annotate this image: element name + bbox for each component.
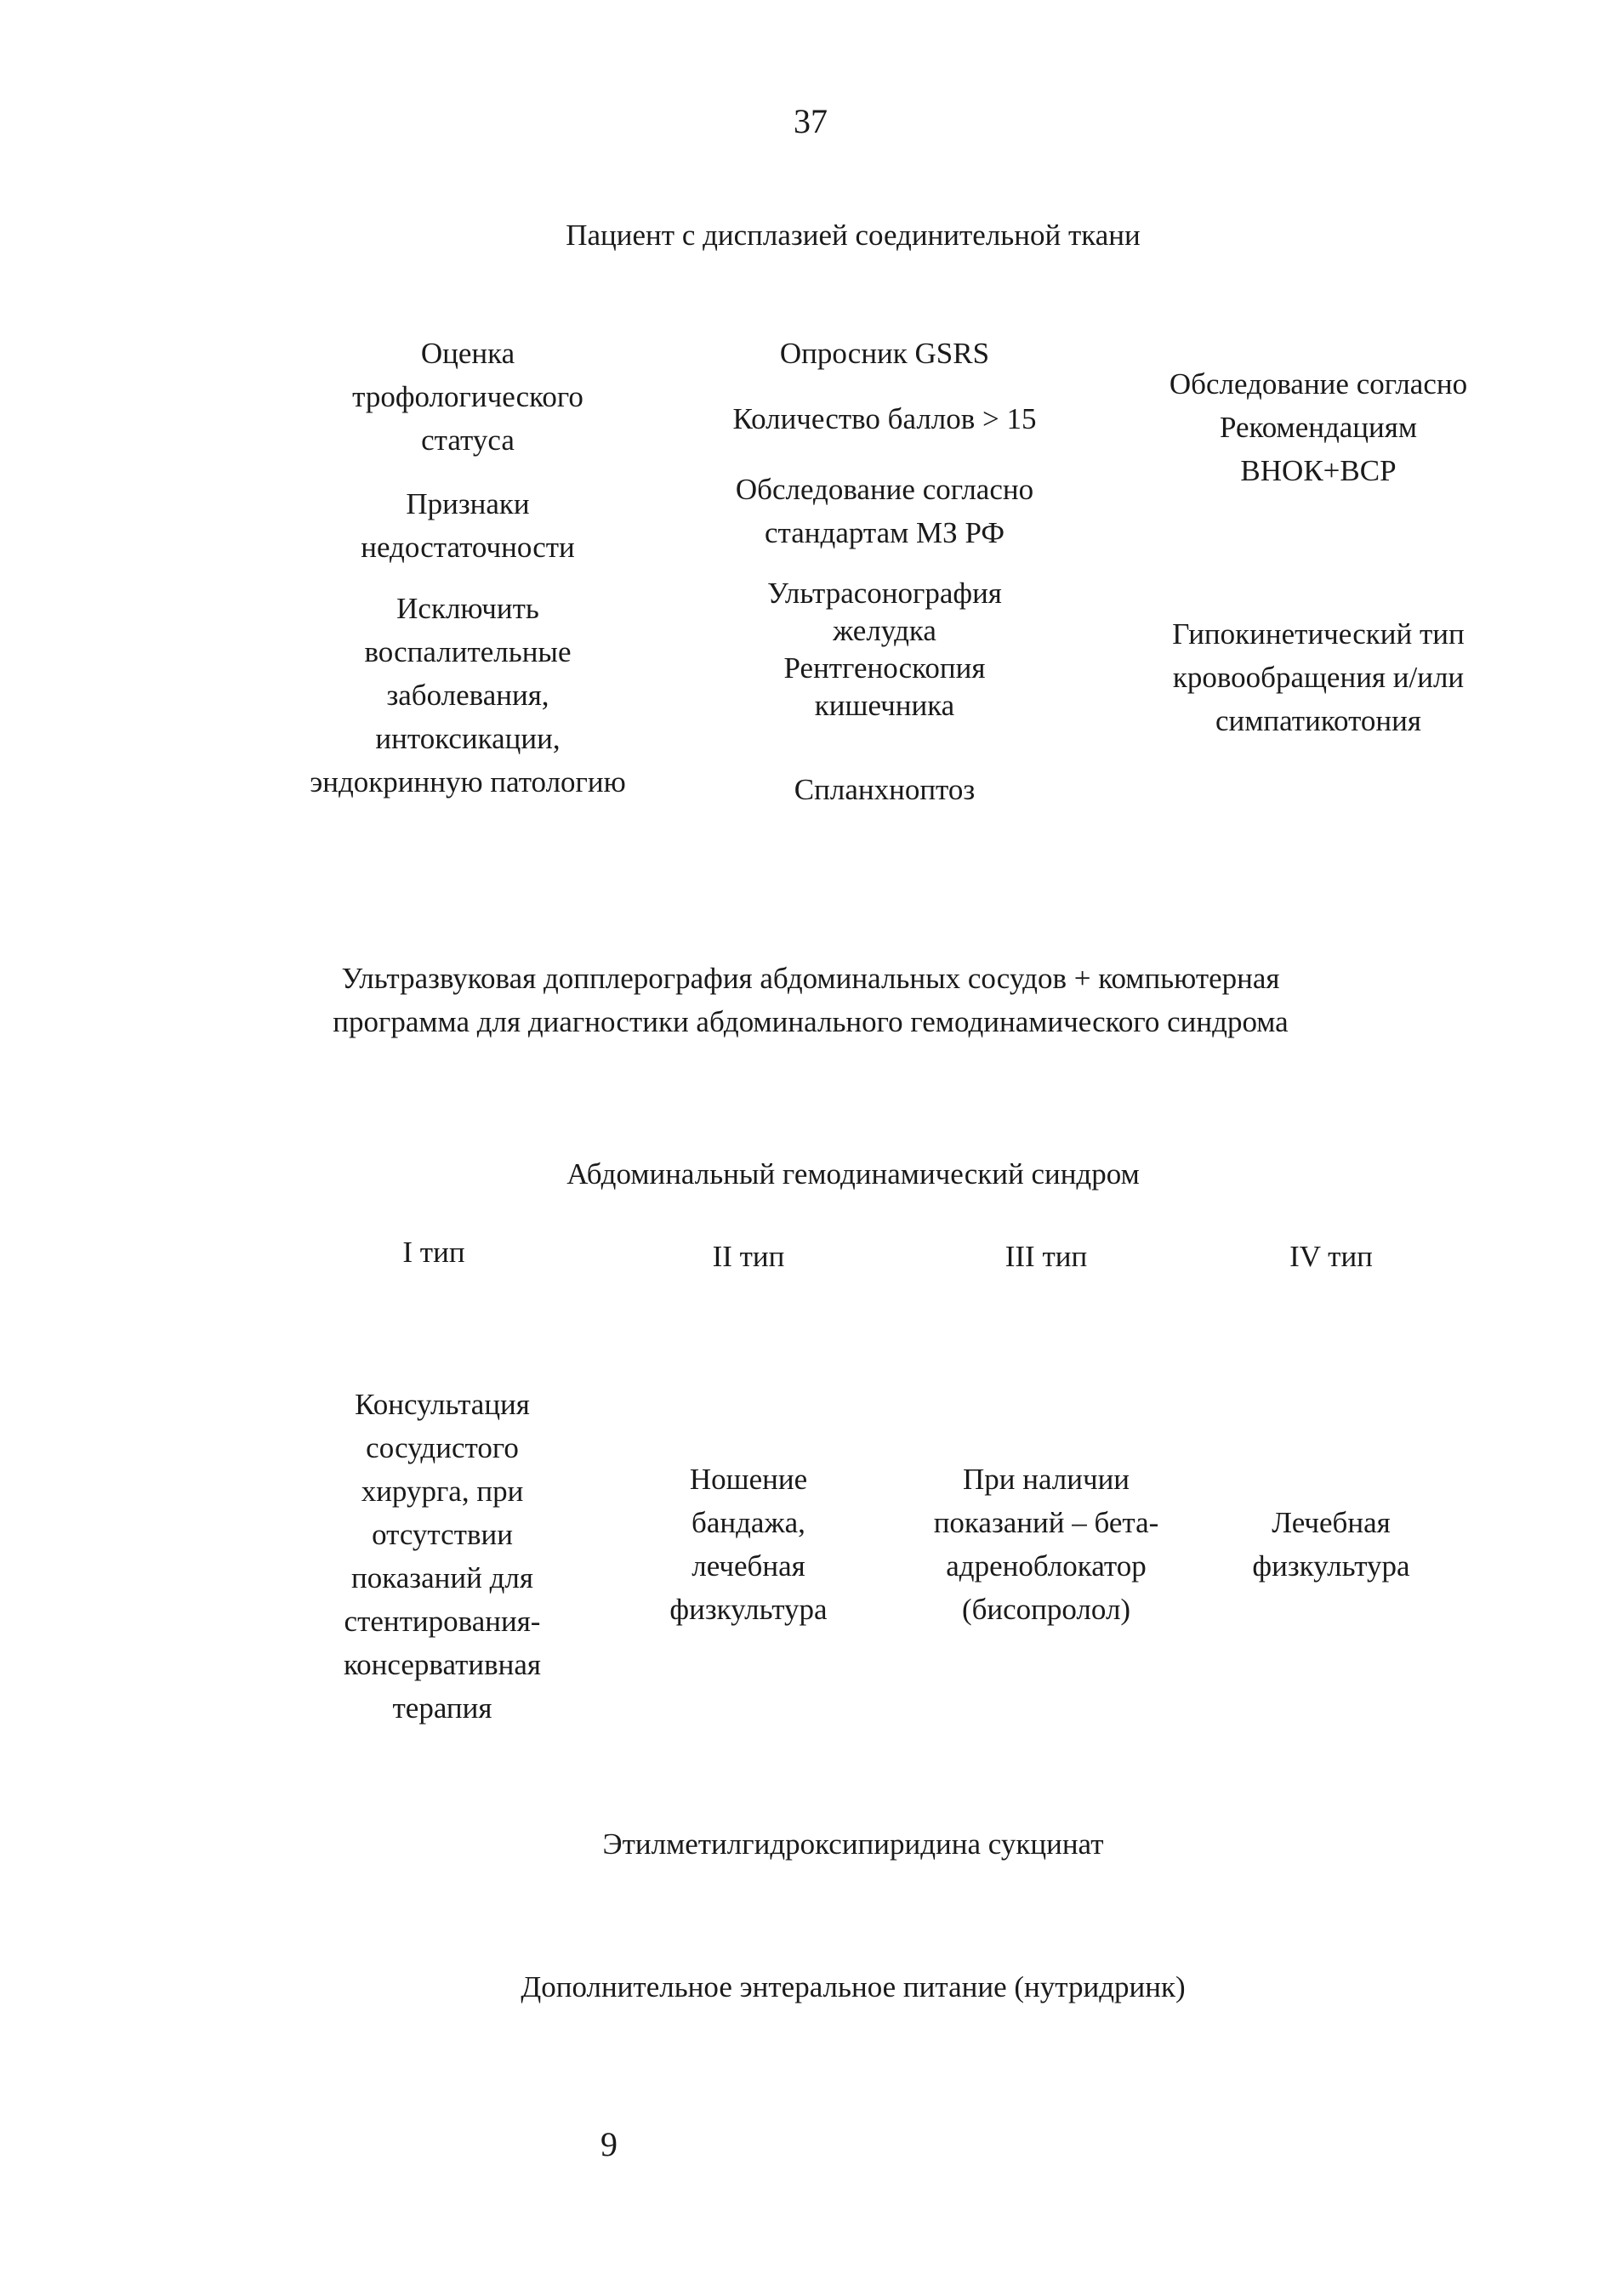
insufficiency-signs: Признаки недостаточности <box>361 487 575 564</box>
header-patient: Пациент с дисплазией соединительной ткани <box>566 219 1141 252</box>
hypokinetic-type: Гипокинетический тип кровообращения и/или симпатикотония <box>1172 617 1465 737</box>
enteral-nutrition: Дополнительное энтеральное питание (нутридринк) <box>521 1970 1186 2003</box>
type-2-treatment: Ношение бандажа, лечебная физкультура <box>669 1463 828 1626</box>
abdominal-hemodynamic-syndrome: Абдоминальный гемодинамический синдром <box>566 1157 1140 1191</box>
imaging-examination: Ультрасонография желудка Рентгеноскопия кишечника <box>767 577 1002 722</box>
type-3-label: III тип <box>1005 1240 1088 1273</box>
recommendations-examination: Обследование согласно Рекомендациям ВНОК+ВСР <box>1169 367 1468 487</box>
drug-succinate: Этилметилгидроксипиридина сукцинат <box>602 1827 1104 1861</box>
splanchnoptosis: Спланхноптоз <box>794 773 976 806</box>
standards-examination: Обследование согласно стандартам МЗ РФ <box>735 473 1034 549</box>
type-1-label: I тип <box>402 1236 465 1269</box>
type-4-label: IV тип <box>1289 1240 1373 1273</box>
doppler-study: Ультразвуковая допплерография абдоминальных сосудов + компьютерная программа для диагностики абдоминального гемодинамического синдрома <box>333 962 1289 1038</box>
assessment-trophological-status: Оценка трофологического статуса <box>352 337 583 457</box>
type-4-treatment: Лечебная физкультура <box>1252 1506 1410 1583</box>
score-threshold: Количество баллов > 15 <box>732 402 1037 435</box>
gsrs-questionnaire: Опросник GSRS <box>779 337 990 370</box>
type-3-treatment: При наличии показаний – бета- адреноблокатор (бисопролол) <box>933 1463 1159 1626</box>
page-number-bottom: 9 <box>600 2125 617 2163</box>
type-1-treatment: Консультация сосудистого хирурга, при отсутствии показаний для стентирования- консервативная терапия <box>343 1388 542 1725</box>
exclude-diseases: Исключить воспалительные заболевания, интоксикации, эндокринную патологию <box>310 592 626 798</box>
type-2-label: II тип <box>712 1240 785 1273</box>
page-number-top: 37 <box>794 102 828 140</box>
